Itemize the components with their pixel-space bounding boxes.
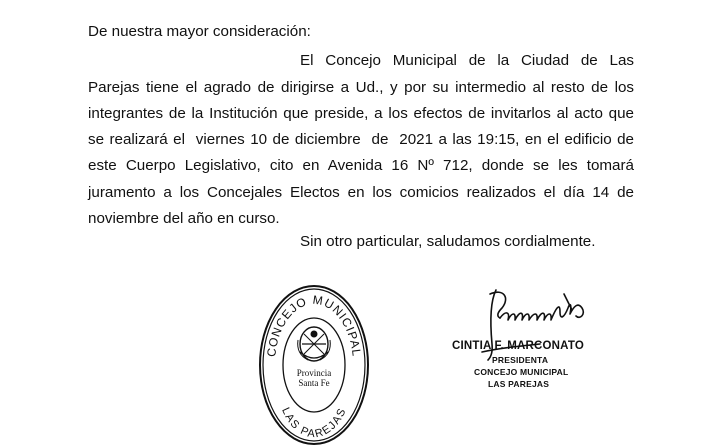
signatory-city: LAS PAREJAS [488, 379, 550, 389]
body-line-4: se realizará el viernes 10 de diciembre de 2021 a las 19:15, en el edificio de [88, 131, 634, 148]
body-line-1: El Concejo Municipal de la Ciudad de Las [300, 52, 634, 69]
letter-greeting: De nuestra mayor consideración: [88, 23, 311, 40]
seal-bottom-text: LAS PAREJAS [279, 405, 349, 441]
signatory-organization: CONCEJO MUNICIPAL [474, 367, 569, 377]
letter-closing: Sin otro particular, saludamos cordialmente. [300, 233, 596, 250]
seal-inner-line-1: Provincia [296, 368, 332, 378]
body-line-2: Parejas tiene el agrado de dirigirse a Ud., y por su intermedio al resto de los [88, 79, 634, 96]
body-line-6: juramento a los Concejales Electos en los comicios realizados el día 14 de [88, 184, 634, 201]
body-line-7: noviembre del año en curso. [88, 210, 280, 227]
signatory-name: CINTIA F. MARCONATO [452, 340, 584, 352]
seal-inner-line-2: Santa Fe [298, 378, 330, 388]
body-line-3: integrantes de la Institución que preside, a los efectos de invitarlos al acto que [88, 105, 634, 122]
coat-of-arms-icon [298, 327, 331, 361]
signatory-title: PRESIDENTA [492, 355, 549, 365]
seal-top-text: CONCEJO MUNICIPAL [264, 292, 364, 358]
body-line-5: este Cuerpo Legislativo, cito en Avenida 16 Nº 712, donde se les tomará [88, 157, 634, 174]
municipal-seal [258, 282, 370, 445]
